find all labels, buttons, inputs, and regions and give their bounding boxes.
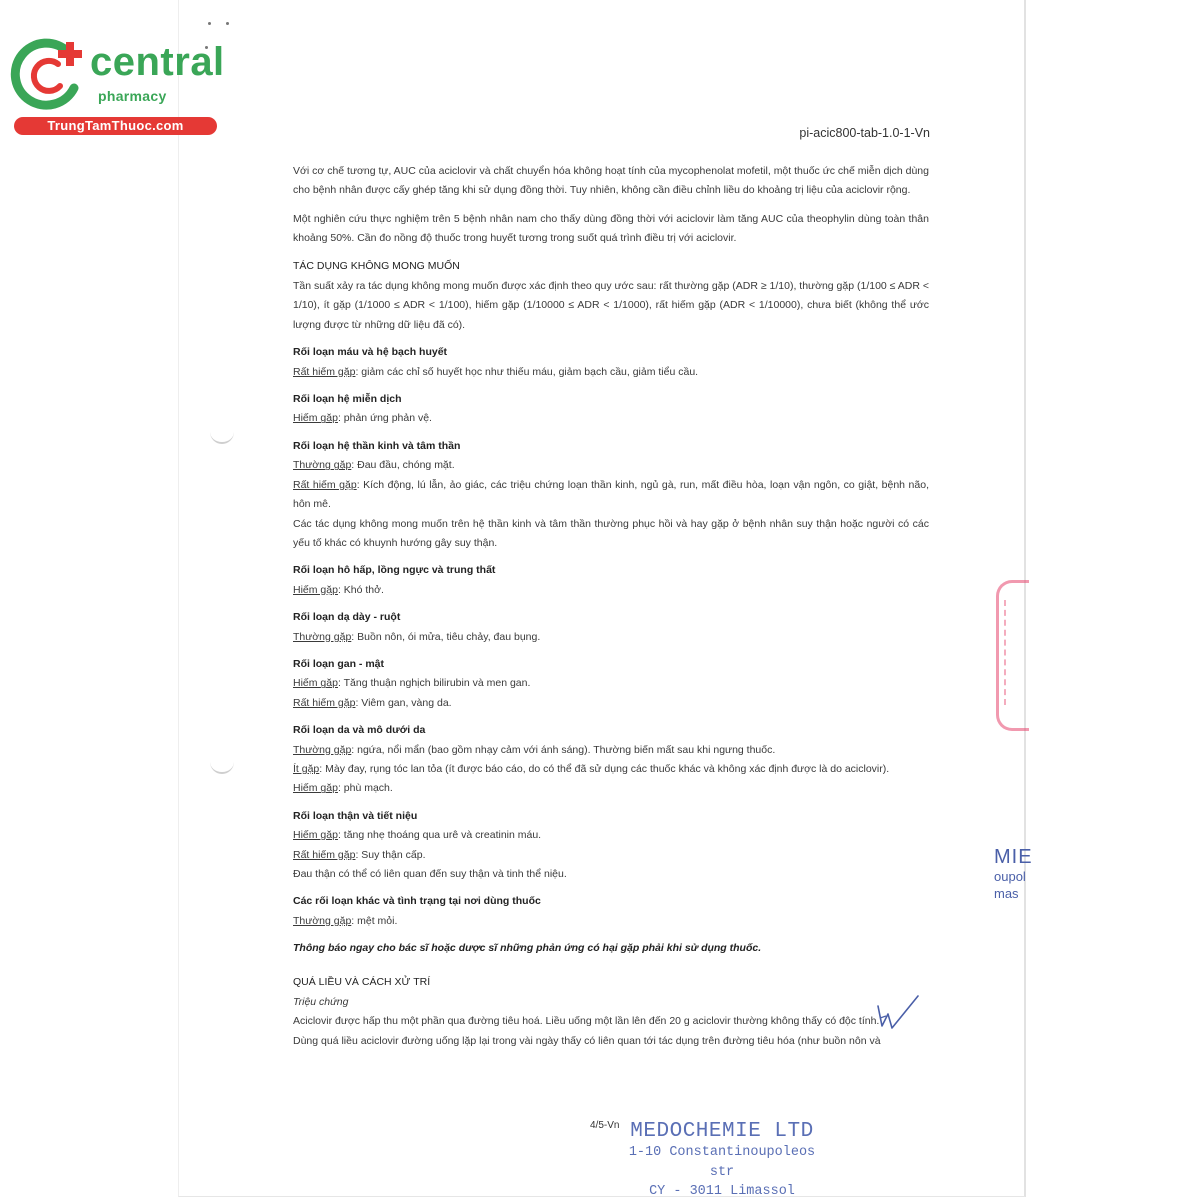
group-heading: Rối loạn da và mô dưới da	[293, 724, 426, 737]
frequency-text: : Kích động, lú lẫn, ảo giác, các triệu chứng loạn thần kinh, ngủ gà, run, mất điều hòa, loạn vận ngôn, co giật, bệnh não, hôn mê.	[293, 478, 929, 511]
scan-speck	[226, 22, 229, 25]
frequency-text: : Khó thở.	[337, 583, 384, 596]
list-item	[293, 456, 929, 475]
company-stamp	[622, 1120, 822, 1201]
list-item	[293, 779, 929, 798]
list-item	[293, 581, 929, 600]
frequency-text: : tăng nhẹ thoáng qua urê và creatinin máu.	[337, 829, 542, 842]
frequency-text: : Suy thận cấp.	[355, 848, 426, 861]
paragraph: Với cơ chế tương tự, AUC của aciclovir và chất chuyển hóa không hoạt tính của mycophenolat mofetil, một thuốc ức chế miễn dịch dùng cho bệnh nhân được cấy ghép tăng khi sử dụng đồng thời. Tuy nhiên, không cần điều chỉnh liều do khoảng trị liệu của aciclovir rộng.	[293, 165, 929, 197]
document-content	[293, 162, 929, 1051]
stamp-address-street: 1-10 Constantinoupoleos str	[628, 1145, 816, 1180]
group-heading: Rối loạn thận và tiết niệu	[293, 809, 418, 822]
frequency-text: : Đau đầu, chóng mặt.	[351, 459, 455, 472]
frequency-text: : phù mạch.	[337, 782, 393, 795]
paragraph-line: Dùng quá liều aciclovir đường uống lặp lại trong vài ngày thấy có liên quan tới tác dụng trên đường tiêu hóa (như buồn nôn và	[293, 1034, 881, 1047]
frequency-label: Rất hiếm gặp	[293, 696, 356, 709]
company-stamp-fragment	[994, 846, 1034, 902]
frequency-text: : giảm các chỉ số huyết học như thiếu máu, giảm bạch cầu, giảm tiểu cầu.	[355, 365, 699, 378]
frequency-label: Thường gặp	[293, 743, 352, 756]
list-item	[293, 674, 929, 693]
frequency-label: Hiếm gặp	[293, 583, 338, 596]
subsection-heading: Triệu chứng	[293, 996, 349, 1009]
scan-speck	[208, 22, 211, 25]
list-item	[293, 760, 929, 779]
frequency-text: : ngứa, nổi mẩn (bao gồm nhạy cảm với ánh sáng). Thường biến mất sau khi ngưng thuốc.	[351, 743, 776, 756]
section-heading: QUÁ LIỀU VÀ CÁCH XỬ TRÍ	[293, 975, 431, 988]
group-heading: Rối loạn máu và hệ bạch huyết	[293, 346, 448, 359]
logo-website-badge: TrungTamThuoc.com	[14, 117, 217, 135]
stamp-company-name: MEDOCHEMIE LTD	[630, 1120, 814, 1143]
list-item	[293, 363, 929, 382]
frequency-text: : phản ứng phản vệ.	[337, 412, 432, 425]
frequency-label: Hiếm gặp	[293, 412, 338, 425]
frequency-text: : Tăng thuận nghịch bilirubin và men gan.	[337, 677, 531, 690]
paragraph: Tần suất xảy ra tác dụng không mong muốn được xác định theo quy ước sau: rất thường gặp (ADR ≥ 1/10), thường gặp (1/100 ≤ ADR < 1/10), ít gặp (1/1000 ≤ ADR < 1/100), hiếm gặp (1/10000 ≤ ADR < 1/1000), rất hiếm gặp (ADR < 1/10000), chưa biết (không thể ước lượng được từ những dữ liệu đã có).	[293, 280, 929, 331]
page-number: 4/5-Vn	[590, 1120, 620, 1131]
group-heading: Rối loạn hệ miễn dịch	[293, 393, 402, 406]
frequency-label: Hiếm gặp	[293, 829, 338, 842]
frequency-text: : Buồn nôn, ói mửa, tiêu chảy, đau bụng.	[351, 630, 541, 643]
list-item	[293, 846, 929, 865]
frequency-text: : Mày đay, rụng tóc lan tỏa (ít được báo cáo, do có thể đã sử dụng các thuốc khác và không xác định được là do aciclovir).	[319, 762, 890, 775]
group-heading: Rối loạn hô hấp, lồng ngực và trung thất	[293, 564, 496, 577]
frequency-label: Rất hiếm gặp	[293, 848, 356, 861]
list-item	[293, 409, 929, 428]
section-heading: TÁC DỤNG KHÔNG MONG MUỐN	[293, 259, 460, 272]
paragraph-line: Aciclovir được hấp thu một phần qua đường tiêu hoá. Liều uống một lần lên đến 20 g aciclovir thường không thấy có độc tính.	[293, 1015, 880, 1028]
frequency-label: Thường gặp	[293, 630, 352, 643]
stamp-fragment-line: oupol	[994, 869, 1026, 884]
pharmacy-cross-logo-icon	[10, 38, 90, 114]
frequency-label: Rất hiếm gặp	[293, 478, 357, 491]
stamp-fragment-line: MIE	[994, 846, 1033, 868]
paragraph: Một nghiên cứu thực nghiệm trên 5 bệnh nhân nam cho thấy dùng đồng thời với aciclovir làm tăng AUC của theophylin dùng toàn thân khoảng 50%. Cần đo nồng độ thuốc trong huyết tương trong suốt quá trình điều trị với aciclovir.	[293, 212, 929, 245]
adverse-warning: Thông báo ngay cho bác sĩ hoặc dược sĩ những phản ứng có hại gặp phải khi sử dụng thuốc.	[293, 942, 762, 955]
group-heading: Rối loạn gan - mật	[293, 657, 385, 670]
frequency-label: Hiếm gặp	[293, 677, 338, 690]
frequency-text: : mệt mỏi.	[351, 914, 398, 927]
list-item	[293, 741, 929, 760]
signature-mark	[874, 992, 920, 1034]
logo-wordmark: central	[90, 40, 225, 84]
group-heading: Các rối loạn khác và tình trạng tại nơi dùng thuốc	[293, 895, 541, 908]
document-code: pi-acic800-tab-1.0-1-Vn	[799, 126, 930, 140]
list-item	[293, 826, 929, 845]
group-heading: Rối loạn dạ dày - ruột	[293, 611, 401, 624]
list-item	[293, 694, 929, 713]
frequency-label: Rất hiếm gặp	[293, 365, 356, 378]
frequency-label: Thường gặp	[293, 459, 352, 472]
group-note: Đau thận có thể có liên quan đến suy thận và tinh thể niệu.	[293, 868, 567, 880]
frequency-text: : Viêm gan, vàng da.	[355, 696, 452, 709]
group-note: Các tác dụng không mong muốn trên hệ thần kinh và tâm thần thường phục hồi và hay gặp ở bệnh nhân suy thận hoặc người có các yếu tố khác có khuynh hướng gây suy thận.	[293, 517, 929, 549]
stamp-fragment-line: mas	[994, 886, 1019, 901]
central-pharmacy-logo[interactable]	[10, 38, 225, 138]
frequency-label: Hiếm gặp	[293, 782, 338, 795]
frequency-label: Ít gặp	[293, 762, 320, 775]
group-heading: Rối loạn hệ thần kinh và tâm thần	[293, 439, 461, 452]
list-item	[293, 628, 929, 647]
frequency-label: Thường gặp	[293, 914, 352, 927]
list-item	[293, 476, 929, 515]
stamp-address-city: CY - 3011 Limassol	[649, 1184, 795, 1199]
list-item	[293, 912, 929, 931]
red-seal-stamp-ring	[1004, 600, 1022, 705]
logo-subtitle: pharmacy	[98, 88, 167, 104]
